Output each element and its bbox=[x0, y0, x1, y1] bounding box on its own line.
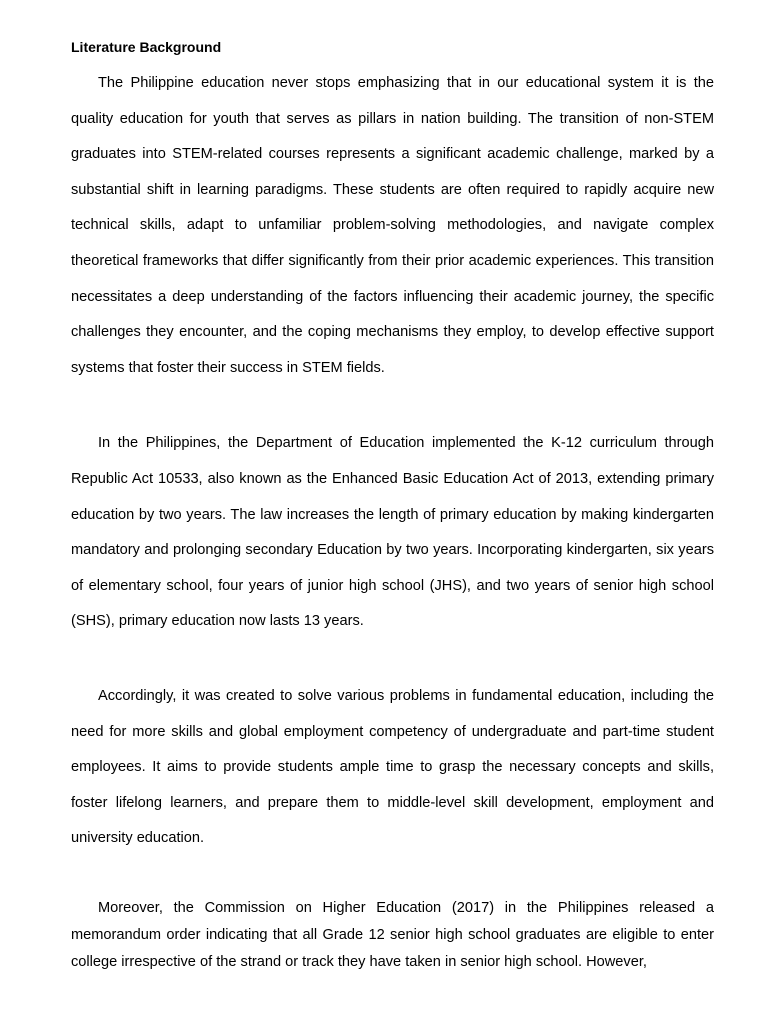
paragraph-3: Accordingly, it was created to solve various problems in fundamental education, including the need for more skills and global employment competency of undergraduate and part-time student employees. It aims to provide students ample time to grasp the necessary concepts and skills, foster lifelong learners, and prepare them to middle-level skill development, employment and university education. bbox=[71, 687, 714, 847]
section-heading: Literature Background bbox=[71, 39, 222, 55]
paragraph-1: The Philippine education never stops emphasizing that in our educational system it is the quality education for youth that serves as pillars in nation building. The transition of non-STEM graduates into STEM-related courses represents a significant academic challenge, marked by a substantial shift in learning paradigms. These students are often required to rapidly acquire new technical skills, adapt to unfamiliar problem-solving methodologies, and navigate complex theoretical frameworks that differ significantly from their prior academic experiences. This transition necessitates a deep understanding of the factors influencing their academic journey, the specific challenges they encounter, and the coping mechanisms they employ, to develop effective support systems that foster their success in STEM fields. bbox=[71, 75, 714, 376]
document-page bbox=[71, 37, 714, 976]
paragraph-2: In the Philippines, the Department of Education implemented the K-12 curriculum through Republic Act 10533, also known as the Enhanced Basic Education Act of 2013, extending primary education by two years. The law increases the length of primary education by making kindergarten mandatory and prolonging secondary Education by two years. Incorporating kindergarten, six years of elementary school, four years of junior high school (JHS), and two years of senior high school (SHS), primary education now lasts 13 years. bbox=[71, 435, 714, 630]
paragraph-4: Moreover, the Commission on Higher Education (2017) in the Philippines released a memorandum order indicating that all Grade 12 senior high school graduates are eligible to enter college irrespective of the strand or track they have taken in senior high school. However, bbox=[71, 899, 714, 971]
